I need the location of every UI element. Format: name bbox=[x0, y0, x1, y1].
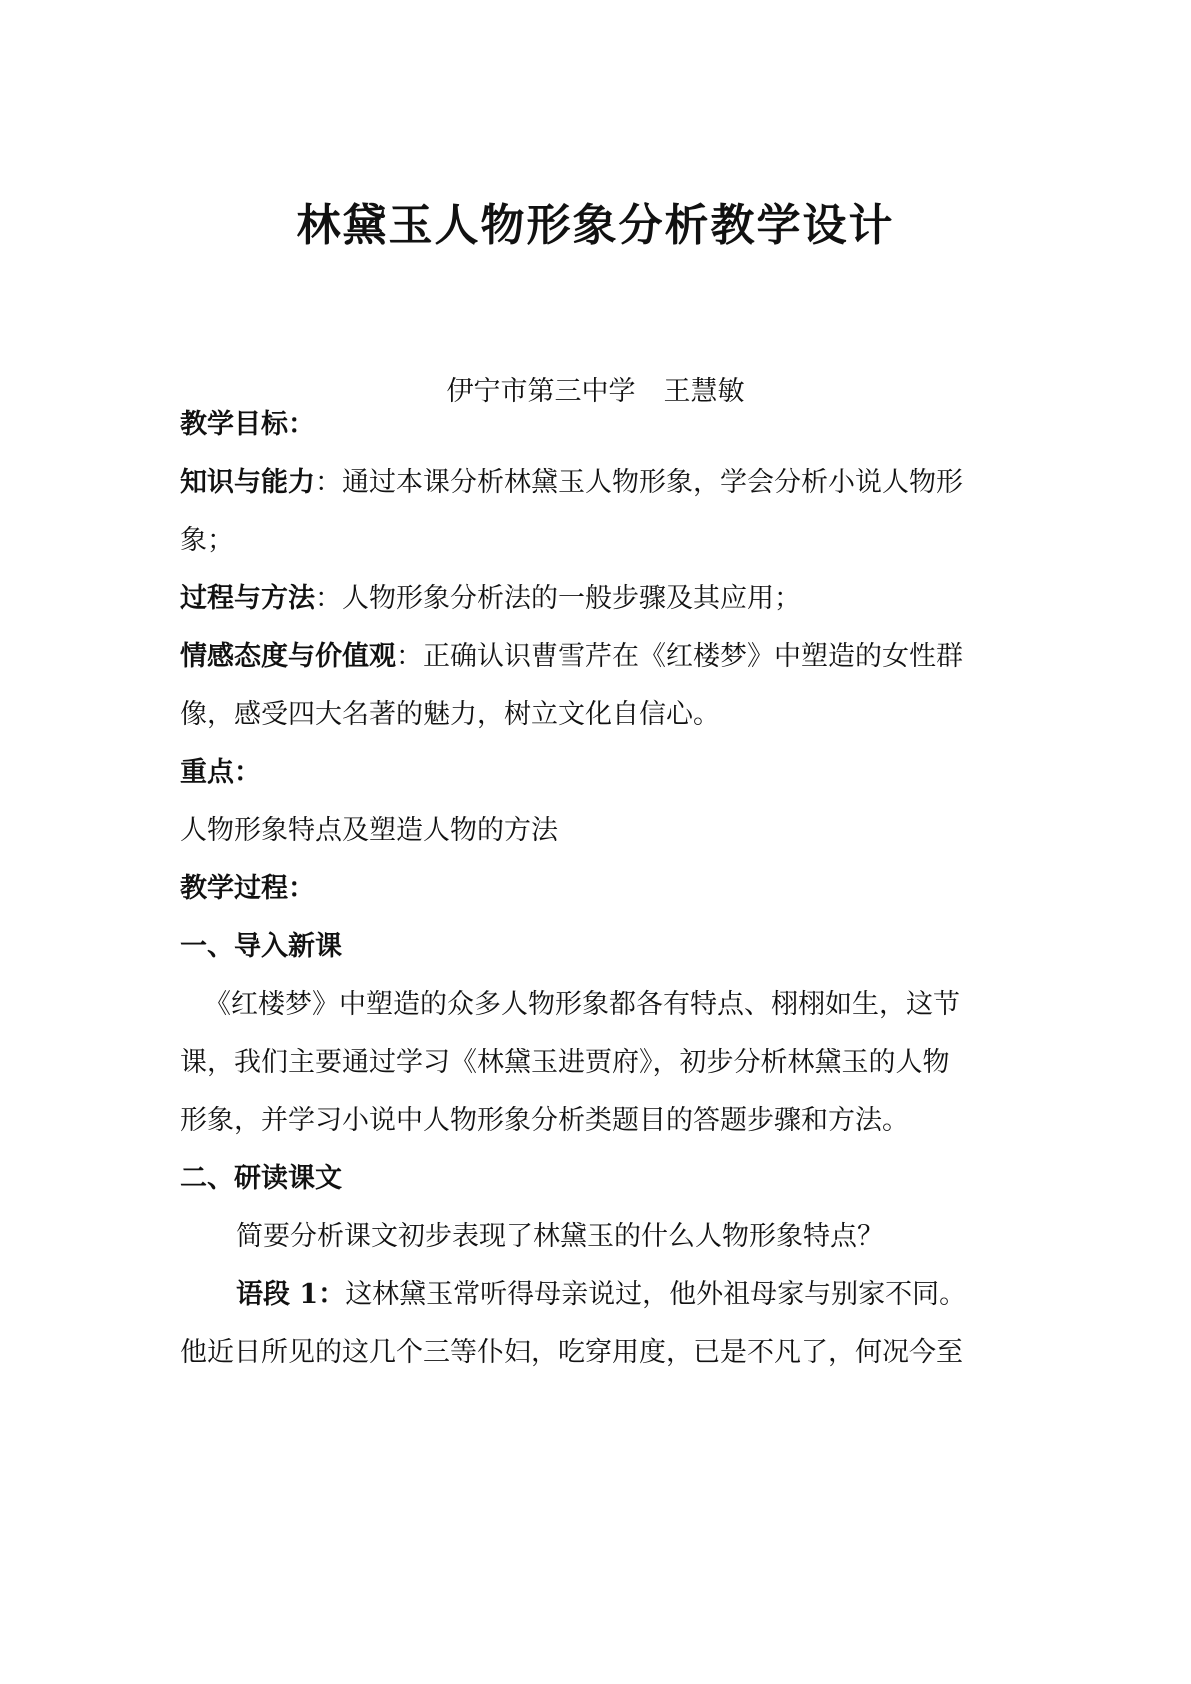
emotion-line-1 bbox=[180, 626, 1010, 688]
process-text: ：人物形象分析法的一般步骤及其应用； bbox=[315, 583, 801, 614]
process-label: 过程与方法 bbox=[180, 583, 315, 614]
passage1-line-1 bbox=[180, 1264, 1066, 1326]
author-name: 王慧敏 bbox=[663, 376, 745, 407]
knowledge-line-2: 象； bbox=[180, 525, 234, 556]
section1-line-3: 形象，并学习小说中人物形象分析类题目的答题步骤和方法。 bbox=[180, 1105, 909, 1136]
objectives-heading: 教学目标： bbox=[180, 409, 315, 440]
emotion-text: ：正确认识曹雪芹在《红楼梦》中塑造的女性群 bbox=[396, 641, 963, 672]
section1-line-1: 《红楼梦》中塑造的众多人物形象都各有特点、栩栩如生，这节 bbox=[204, 989, 960, 1020]
passage1-text: 这林黛玉常听得母亲说过，他外祖母家与别家不同。 bbox=[345, 1279, 967, 1310]
knowledge-line-1 bbox=[180, 452, 1010, 514]
author-school: 伊宁市第三中学 bbox=[446, 376, 636, 407]
key-points-text: 人物形象特点及塑造人物的方法 bbox=[180, 815, 558, 846]
process-heading: 教学过程： bbox=[180, 873, 315, 904]
emotion-line-2: 像，感受四大名著的魅力，树立文化自信心。 bbox=[180, 699, 720, 730]
emotion-label: 情感态度与价值观 bbox=[180, 641, 396, 672]
section1-heading: 一、导入新课 bbox=[180, 931, 342, 962]
section1-line-2: 课，我们主要通过学习《林黛玉进贾府》，初步分析林黛玉的人物 bbox=[180, 1047, 950, 1078]
knowledge-label: 知识与能力 bbox=[180, 467, 315, 498]
passage1-line-2: 他近日所见的这几个三等仆妇，吃穿用度，已是不凡了，何况今至 bbox=[180, 1337, 963, 1368]
section2-heading: 二、研读课文 bbox=[180, 1163, 342, 1194]
passage1-label: 语段 1： bbox=[236, 1279, 346, 1310]
knowledge-text: ：通过本课分析林黛玉人物形象，学会分析小说人物形 bbox=[315, 467, 963, 498]
document-title: 林黛玉人物形象分析教学设计 bbox=[296, 200, 895, 251]
section2-question: 简要分析课文初步表现了林黛玉的什么人物形象特点？ bbox=[236, 1221, 884, 1252]
process-method-line bbox=[180, 568, 1010, 630]
key-points-heading: 重点： bbox=[180, 757, 261, 788]
